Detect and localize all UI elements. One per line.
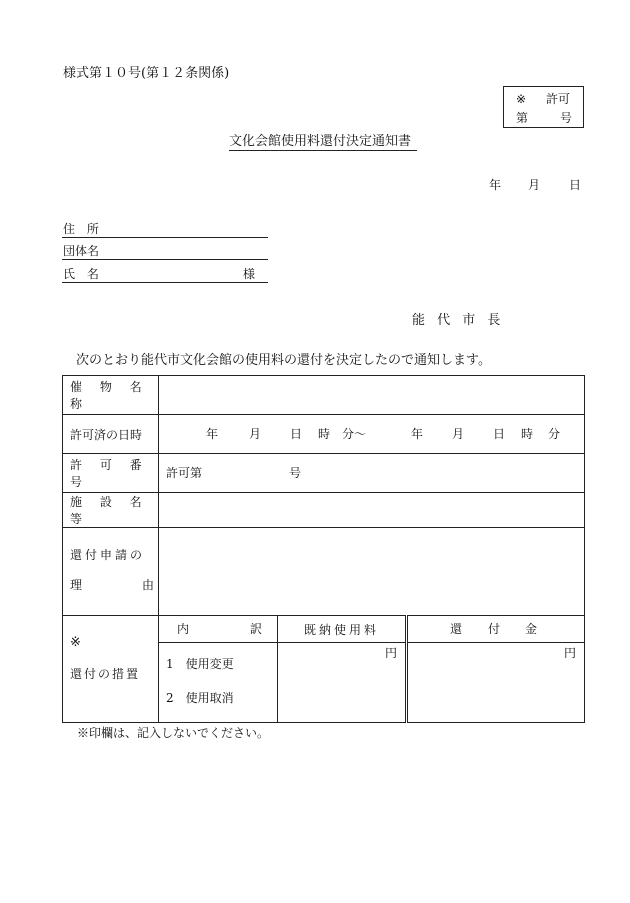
dt-hour-2: 時 — [521, 427, 534, 441]
document-title: 文化会館使用料還付決定通知書 — [229, 134, 412, 149]
paid-yen-unit: 円 — [384, 646, 397, 660]
permit-box-mark: ※ — [516, 92, 527, 106]
event-name-row — [63, 376, 585, 415]
permit-box-permit: 許可 — [546, 92, 571, 106]
permit-number-row — [63, 454, 585, 493]
breakdown-head-b: 訳 — [250, 622, 263, 636]
facility-field — [159, 493, 585, 528]
refund-header — [407, 616, 585, 643]
dt-hour-1: 時 — [318, 427, 331, 441]
event-name-field — [159, 376, 585, 415]
permit-number-label: 許 可 番 号 — [63, 454, 159, 493]
measure-mark: ※ — [70, 635, 81, 650]
paid-head-text: 既納使用料 — [303, 622, 379, 637]
dt-month-1: 月 — [249, 427, 262, 441]
sender: 能 代 市 長 — [412, 313, 505, 328]
facility-label: 施 設 名 等 — [63, 493, 159, 528]
paid-fee-field — [278, 643, 407, 723]
permit-box-no-prefix: 第 — [516, 111, 529, 125]
date-month: 月 — [528, 178, 541, 192]
breakdown-header — [159, 616, 278, 643]
option-usage-change: 1 使用変更 — [166, 657, 234, 671]
permit-no-prefix: 許可第 — [166, 466, 203, 480]
org-line — [62, 259, 268, 260]
breakdown-options — [159, 643, 278, 723]
dt-month-2: 月 — [452, 427, 465, 441]
honorific: 様 — [243, 267, 256, 281]
refund-yen-unit: 円 — [564, 646, 577, 660]
facility-row — [63, 493, 585, 528]
refund-head-a: 還 — [450, 622, 463, 636]
dt-year-1: 年 — [206, 427, 219, 441]
address-label: 住 所 — [63, 222, 103, 236]
permit-no-suffix: 号 — [289, 466, 302, 480]
reason-label-line1: 還付申請の — [70, 548, 146, 562]
date-day: 日 — [569, 178, 582, 192]
measure-head-row — [63, 616, 585, 643]
paid-fee-header — [278, 616, 407, 643]
permit-box-no-suffix: 号 — [560, 111, 573, 125]
permit-datetime-label: 許可済の日時 — [63, 415, 159, 454]
measure-label — [63, 616, 159, 723]
permit-number-field — [159, 454, 585, 493]
dt-minute-to: 分～ — [342, 427, 367, 441]
footnote: ※印欄は、記入しないでください。 — [77, 726, 270, 740]
dt-day-2: 日 — [493, 427, 506, 441]
address-line — [62, 237, 268, 238]
refund-head-c: 金 — [525, 622, 538, 636]
form-number: 様式第１０号(第１２条関係) — [63, 66, 230, 81]
refund-form-table — [62, 375, 585, 723]
refund-head-b: 付 — [488, 622, 501, 636]
dt-year-2: 年 — [411, 427, 424, 441]
reason-label — [63, 528, 159, 616]
name-label: 氏 名 — [63, 267, 103, 281]
option-usage-cancel: 2 使用取消 — [166, 691, 234, 705]
reason-label-line2b: 由 — [142, 578, 155, 592]
date-year: 年 — [489, 178, 502, 192]
event-name-label: 催 物 名 称 — [63, 376, 159, 415]
permit-number-box — [503, 86, 584, 128]
reason-field — [159, 528, 585, 616]
permit-datetime-field — [159, 415, 585, 454]
dt-day-1: 日 — [290, 427, 303, 441]
intro-text: 次のとおり能代市文化会館の使用料の還付を決定したので通知します。 — [76, 353, 491, 368]
reason-label-line2a: 理 — [70, 578, 83, 592]
refund-amount-field — [407, 643, 585, 723]
breakdown-head-a: 内 — [177, 622, 190, 636]
reason-row — [63, 528, 585, 616]
measure-label-text: 還付の措置 — [70, 667, 141, 681]
title-underline — [229, 150, 417, 151]
name-line — [62, 282, 268, 283]
permit-datetime-row — [63, 415, 585, 454]
dt-minute-2: 分 — [548, 427, 561, 441]
org-label: 団体名 — [63, 244, 100, 258]
